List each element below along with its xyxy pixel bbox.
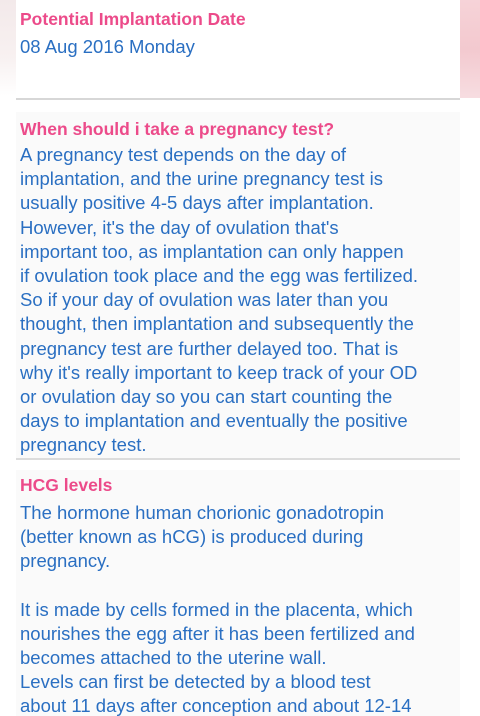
text-line: about 11 days after conception and about 12-14 [20, 695, 412, 716]
text-line: thought, then implantation and subsequently the [20, 313, 414, 335]
text-line: if ovulation took place and the egg was fertilized. [20, 265, 418, 287]
text-line: The hormone human chorionic gonadotropin [20, 502, 385, 523]
text-line: pregnancy. [20, 550, 111, 572]
background-photo-right [460, 0, 480, 98]
hcg-paragraph-2 [20, 598, 456, 716]
implantation-date-value: 08 Aug 2016 Monday [20, 36, 195, 57]
hcg-levels-title: HCG levels [20, 475, 113, 495]
hcg-paragraph-1 [20, 501, 456, 574]
background-photo-left [0, 0, 16, 96]
implantation-date-title: Potential Implantation Date [20, 9, 246, 29]
text-line: pregnancy test. [20, 434, 147, 456]
text-line: So if your day of ovulation was later than you [20, 289, 389, 311]
text-line: Levels can first be detected by a blood test [20, 671, 371, 693]
text-line: usually positive 4-5 days after implantation. [20, 192, 374, 214]
pregnancy-test-title: When should i take a pregnancy test? [20, 119, 335, 139]
text-line: implantation, and the urine pregnancy test is [20, 168, 384, 190]
text-line: pregnancy test are further delayed too. That is [20, 337, 399, 359]
paragraph-spacer [20, 574, 456, 598]
pregnancy-test-body [20, 143, 456, 458]
text-line: important too, as implantation can only happen [20, 240, 404, 262]
pregnancy-test-card [16, 112, 460, 460]
text-line: It is made by cells formed in the placenta, which [20, 598, 413, 620]
implantation-date-card [16, 0, 460, 100]
text-line: days to implantation and eventually the positive [20, 410, 408, 432]
text-line: nourishes the egg after it has been fertilized and [20, 622, 415, 644]
text-line: or ovulation day so you can start counting the [20, 386, 393, 408]
hcg-levels-card [16, 470, 460, 716]
text-line: why it's really important to keep track of your OD [20, 361, 418, 383]
text-line: becomes attached to the uterine wall. [20, 647, 327, 669]
text-line: (better known as hCG) is produced during [20, 526, 364, 548]
text-line: A pregnancy test depends on the day of [20, 144, 347, 165]
text-line: However, it's the day of ovulation that's [20, 216, 339, 238]
